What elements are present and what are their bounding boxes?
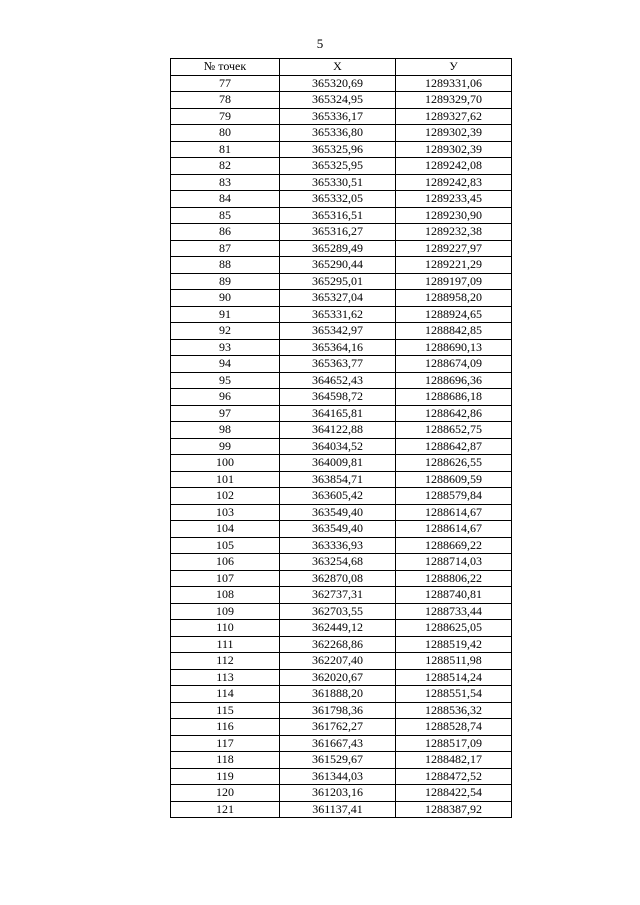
table-row	[171, 455, 512, 472]
cell-y: 1288551,54	[396, 686, 512, 703]
table-header-row	[171, 59, 512, 76]
cell-y: 1289302,39	[396, 141, 512, 158]
cell-x: 365327,04	[280, 290, 396, 307]
cell-x: 361762,27	[280, 719, 396, 736]
cell-y: 1288686,18	[396, 389, 512, 406]
cell-point-number: 102	[171, 488, 280, 505]
cell-y: 1288528,74	[396, 719, 512, 736]
cell-y: 1289233,45	[396, 191, 512, 208]
header-y: У	[396, 59, 512, 76]
table-row	[171, 257, 512, 274]
cell-x: 365332,05	[280, 191, 396, 208]
table-row	[171, 323, 512, 340]
cell-y: 1289230,90	[396, 207, 512, 224]
cell-y: 1288958,20	[396, 290, 512, 307]
cell-point-number: 113	[171, 669, 280, 686]
cell-point-number: 85	[171, 207, 280, 224]
table-row	[171, 339, 512, 356]
cell-y: 1289221,29	[396, 257, 512, 274]
header-point-number: № точек	[171, 59, 280, 76]
cell-x: 361798,36	[280, 702, 396, 719]
cell-y: 1289302,39	[396, 125, 512, 142]
cell-x: 362207,40	[280, 653, 396, 670]
cell-y: 1289242,08	[396, 158, 512, 175]
cell-x: 363549,40	[280, 521, 396, 538]
cell-y: 1288536,32	[396, 702, 512, 719]
cell-point-number: 117	[171, 735, 280, 752]
table-row	[171, 686, 512, 703]
cell-x: 361888,20	[280, 686, 396, 703]
cell-point-number: 89	[171, 273, 280, 290]
cell-x: 363605,42	[280, 488, 396, 505]
table-row	[171, 207, 512, 224]
table-row	[171, 669, 512, 686]
cell-point-number: 111	[171, 636, 280, 653]
cell-y: 1289197,09	[396, 273, 512, 290]
table-row	[171, 488, 512, 505]
table-row	[171, 108, 512, 125]
cell-y: 1288626,55	[396, 455, 512, 472]
cell-point-number: 92	[171, 323, 280, 340]
cell-point-number: 91	[171, 306, 280, 323]
cell-y: 1288422,54	[396, 785, 512, 802]
table-row	[171, 240, 512, 257]
cell-x: 365320,69	[280, 75, 396, 92]
cell-y: 1288690,13	[396, 339, 512, 356]
table-row	[171, 653, 512, 670]
cell-point-number: 99	[171, 438, 280, 455]
cell-point-number: 87	[171, 240, 280, 257]
cell-x: 365336,80	[280, 125, 396, 142]
header-x: Х	[280, 59, 396, 76]
cell-y: 1288842,85	[396, 323, 512, 340]
cell-y: 1288514,24	[396, 669, 512, 686]
cell-point-number: 90	[171, 290, 280, 307]
cell-y: 1288609,59	[396, 471, 512, 488]
cell-y: 1289331,06	[396, 75, 512, 92]
table-row	[171, 768, 512, 785]
cell-point-number: 112	[171, 653, 280, 670]
table-row	[171, 125, 512, 142]
cell-x: 364009,81	[280, 455, 396, 472]
table-row	[171, 636, 512, 653]
cell-point-number: 116	[171, 719, 280, 736]
cell-y: 1288714,03	[396, 554, 512, 571]
cell-x: 365364,16	[280, 339, 396, 356]
table-row	[171, 620, 512, 637]
cell-y: 1288519,42	[396, 636, 512, 653]
cell-x: 365324,95	[280, 92, 396, 109]
cell-x: 363336,93	[280, 537, 396, 554]
cell-x: 362268,86	[280, 636, 396, 653]
cell-y: 1288924,65	[396, 306, 512, 323]
cell-point-number: 95	[171, 372, 280, 389]
cell-x: 365316,27	[280, 224, 396, 241]
table-row	[171, 224, 512, 241]
cell-point-number: 97	[171, 405, 280, 422]
table-row	[171, 521, 512, 538]
cell-y: 1288614,67	[396, 504, 512, 521]
cell-point-number: 93	[171, 339, 280, 356]
table-row	[171, 158, 512, 175]
table-row	[171, 92, 512, 109]
cell-y: 1288669,22	[396, 537, 512, 554]
table-row	[171, 504, 512, 521]
cell-y: 1288740,81	[396, 587, 512, 604]
cell-point-number: 105	[171, 537, 280, 554]
cell-point-number: 79	[171, 108, 280, 125]
cell-x: 361203,16	[280, 785, 396, 802]
cell-x: 361137,41	[280, 801, 396, 818]
table-row	[171, 290, 512, 307]
cell-point-number: 108	[171, 587, 280, 604]
cell-y: 1288806,22	[396, 570, 512, 587]
table-row	[171, 174, 512, 191]
cell-point-number: 96	[171, 389, 280, 406]
cell-x: 364122,88	[280, 422, 396, 439]
cell-y: 1288674,09	[396, 356, 512, 373]
table-row	[171, 719, 512, 736]
cell-point-number: 88	[171, 257, 280, 274]
cell-x: 365331,62	[280, 306, 396, 323]
cell-x: 362703,55	[280, 603, 396, 620]
table-row	[171, 191, 512, 208]
table-row	[171, 438, 512, 455]
table-row	[171, 752, 512, 769]
cell-y: 1288642,86	[396, 405, 512, 422]
cell-x: 364598,72	[280, 389, 396, 406]
cell-x: 361529,67	[280, 752, 396, 769]
cell-x: 365325,96	[280, 141, 396, 158]
coordinates-table	[170, 58, 512, 818]
table-row	[171, 735, 512, 752]
cell-y: 1289227,97	[396, 240, 512, 257]
table-row	[171, 801, 512, 818]
cell-point-number: 106	[171, 554, 280, 571]
cell-y: 1288733,44	[396, 603, 512, 620]
table-row	[171, 603, 512, 620]
cell-y: 1288625,05	[396, 620, 512, 637]
cell-x: 364165,81	[280, 405, 396, 422]
cell-point-number: 104	[171, 521, 280, 538]
cell-y: 1289329,70	[396, 92, 512, 109]
table-row	[171, 372, 512, 389]
cell-point-number: 77	[171, 75, 280, 92]
table-row	[171, 273, 512, 290]
cell-y: 1288652,75	[396, 422, 512, 439]
table-row	[171, 570, 512, 587]
cell-point-number: 119	[171, 768, 280, 785]
cell-x: 365325,95	[280, 158, 396, 175]
cell-point-number: 107	[171, 570, 280, 587]
cell-x: 361344,03	[280, 768, 396, 785]
cell-point-number: 80	[171, 125, 280, 142]
cell-point-number: 82	[171, 158, 280, 175]
cell-y: 1288387,92	[396, 801, 512, 818]
cell-point-number: 81	[171, 141, 280, 158]
cell-x: 365330,51	[280, 174, 396, 191]
cell-point-number: 118	[171, 752, 280, 769]
cell-point-number: 86	[171, 224, 280, 241]
table-row	[171, 471, 512, 488]
cell-y: 1288579,84	[396, 488, 512, 505]
table-row	[171, 356, 512, 373]
cell-x: 365289,49	[280, 240, 396, 257]
cell-y: 1288517,09	[396, 735, 512, 752]
cell-x: 365295,01	[280, 273, 396, 290]
table-row	[171, 75, 512, 92]
table-row	[171, 389, 512, 406]
cell-x: 364034,52	[280, 438, 396, 455]
cell-x: 365316,51	[280, 207, 396, 224]
cell-point-number: 103	[171, 504, 280, 521]
cell-x: 361667,43	[280, 735, 396, 752]
table-row	[171, 587, 512, 604]
cell-x: 363254,68	[280, 554, 396, 571]
cell-point-number: 84	[171, 191, 280, 208]
cell-x: 364652,43	[280, 372, 396, 389]
cell-point-number: 120	[171, 785, 280, 802]
table-row	[171, 554, 512, 571]
cell-x: 363549,40	[280, 504, 396, 521]
cell-y: 1289242,83	[396, 174, 512, 191]
cell-x: 362449,12	[280, 620, 396, 637]
cell-y: 1288696,36	[396, 372, 512, 389]
cell-point-number: 83	[171, 174, 280, 191]
cell-point-number: 100	[171, 455, 280, 472]
cell-point-number: 98	[171, 422, 280, 439]
cell-x: 365336,17	[280, 108, 396, 125]
cell-x: 362020,67	[280, 669, 396, 686]
cell-x: 365363,77	[280, 356, 396, 373]
cell-y: 1288642,87	[396, 438, 512, 455]
table-row	[171, 141, 512, 158]
table-row	[171, 702, 512, 719]
cell-point-number: 110	[171, 620, 280, 637]
cell-point-number: 94	[171, 356, 280, 373]
cell-y: 1288472,52	[396, 768, 512, 785]
table-row	[171, 306, 512, 323]
cell-point-number: 78	[171, 92, 280, 109]
cell-x: 365290,44	[280, 257, 396, 274]
table-row	[171, 785, 512, 802]
table-row	[171, 422, 512, 439]
table-row	[171, 405, 512, 422]
cell-y: 1289232,38	[396, 224, 512, 241]
cell-point-number: 109	[171, 603, 280, 620]
cell-point-number: 115	[171, 702, 280, 719]
table-body	[171, 75, 512, 818]
cell-x: 365342,97	[280, 323, 396, 340]
cell-point-number: 101	[171, 471, 280, 488]
page-number: 5	[316, 36, 324, 51]
cell-x: 363854,71	[280, 471, 396, 488]
cell-y: 1289327,62	[396, 108, 512, 125]
table-row	[171, 537, 512, 554]
cell-y: 1288482,17	[396, 752, 512, 769]
cell-point-number: 114	[171, 686, 280, 703]
cell-x: 362870,08	[280, 570, 396, 587]
cell-x: 362737,31	[280, 587, 396, 604]
cell-y: 1288511,98	[396, 653, 512, 670]
cell-point-number: 121	[171, 801, 280, 818]
cell-y: 1288614,67	[396, 521, 512, 538]
